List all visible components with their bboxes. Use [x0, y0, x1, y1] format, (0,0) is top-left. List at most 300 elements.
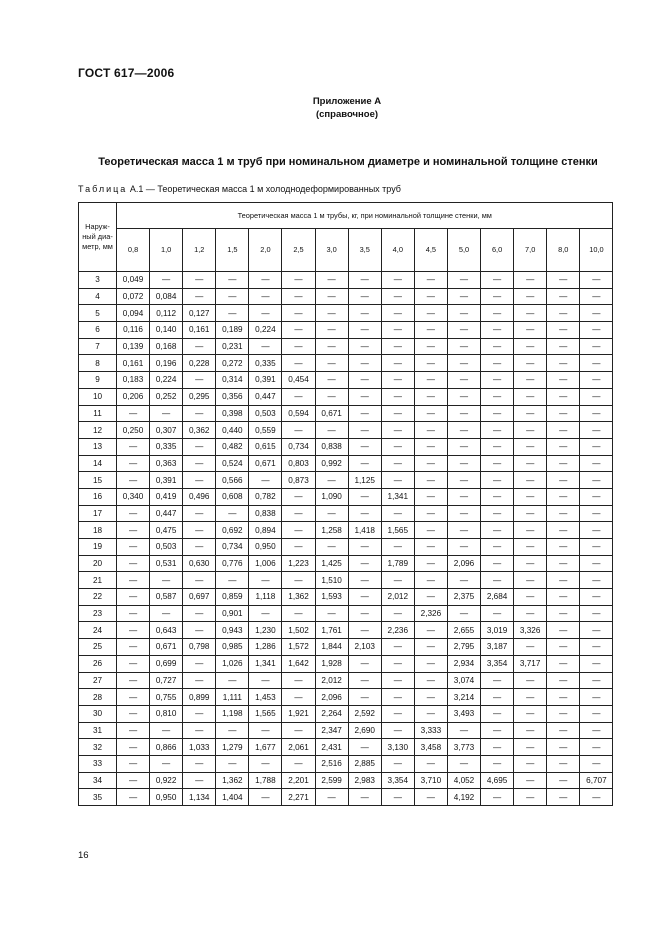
thickness-header: 4,0 — [381, 229, 414, 272]
mass-cell: — — [447, 355, 480, 372]
mass-cell: — — [547, 472, 580, 489]
mass-cell: — — [282, 322, 315, 339]
mass-cell: — — [580, 722, 613, 739]
mass-cell: 0,440 — [216, 422, 249, 439]
mass-cell: 4,052 — [447, 772, 480, 789]
mass-cell: — — [414, 455, 447, 472]
mass-cell: — — [447, 605, 480, 622]
mass-cell: 3,019 — [481, 622, 514, 639]
table-row — [79, 472, 613, 489]
mass-cell: — — [414, 272, 447, 289]
mass-cell: — — [381, 305, 414, 322]
thickness-header: 1,5 — [216, 229, 249, 272]
mass-cell: — — [447, 522, 480, 539]
mass-cell: 3,773 — [447, 739, 480, 756]
mass-cell: — — [381, 722, 414, 739]
mass-cell: — — [580, 422, 613, 439]
mass-cell: 3,333 — [414, 722, 447, 739]
outer-diameter-cell: 23 — [79, 605, 117, 622]
mass-cell: 1,223 — [282, 555, 315, 572]
mass-cell: 4,695 — [481, 772, 514, 789]
mass-cell: — — [447, 405, 480, 422]
mass-cell: — — [547, 555, 580, 572]
mass-cell: — — [117, 772, 150, 789]
mass-cell: — — [183, 288, 216, 305]
outer-diameter-cell: 5 — [79, 305, 117, 322]
mass-cell: — — [117, 705, 150, 722]
mass-cell: — — [514, 405, 547, 422]
mass-cell: — — [150, 572, 183, 589]
mass-cell: — — [117, 639, 150, 656]
mass-cell: 1,789 — [381, 555, 414, 572]
mass-cell: 0,524 — [216, 455, 249, 472]
mass-cell: 0,116 — [117, 322, 150, 339]
outer-diameter-cell: 9 — [79, 372, 117, 389]
mass-cell: 1,642 — [282, 655, 315, 672]
mass-cell: — — [216, 572, 249, 589]
mass-cell: 0,859 — [216, 589, 249, 606]
mass-cell: 2,096 — [315, 689, 348, 706]
mass-cell: — — [282, 355, 315, 372]
mass-cell: — — [381, 372, 414, 389]
mass-cell: — — [580, 522, 613, 539]
mass-cell: 2,096 — [447, 555, 480, 572]
mass-cell: 0,196 — [150, 355, 183, 372]
mass-cell: 2,061 — [282, 739, 315, 756]
mass-cell: — — [282, 272, 315, 289]
mass-cell: — — [183, 372, 216, 389]
table-row — [79, 605, 613, 622]
outer-diameter-cell: 11 — [79, 405, 117, 422]
mass-cell: — — [547, 388, 580, 405]
mass-cell: — — [547, 272, 580, 289]
mass-cell: — — [580, 338, 613, 355]
mass-cell: — — [547, 372, 580, 389]
mass-cell: — — [547, 488, 580, 505]
outer-diameter-cell: 17 — [79, 505, 117, 522]
mass-cell: 0,250 — [117, 422, 150, 439]
mass-cell: — — [481, 522, 514, 539]
mass-cell: — — [183, 655, 216, 672]
mass-cell: — — [414, 355, 447, 372]
mass-cell: 1,593 — [315, 589, 348, 606]
mass-cell: 2,103 — [348, 639, 381, 656]
table-row — [79, 372, 613, 389]
mass-cell: 1,111 — [216, 689, 249, 706]
mass-cell: — — [481, 755, 514, 772]
mass-cell: — — [249, 272, 282, 289]
mass-cell: — — [414, 589, 447, 606]
mass-cell: — — [481, 605, 514, 622]
mass-cell: 0,475 — [150, 522, 183, 539]
table-row — [79, 772, 613, 789]
mass-cell: — — [447, 322, 480, 339]
mass-cell: 2,795 — [447, 639, 480, 656]
thickness-header: 7,0 — [514, 229, 547, 272]
outer-diameter-cell: 8 — [79, 355, 117, 372]
mass-cell: — — [447, 438, 480, 455]
page-number: 16 — [78, 850, 89, 861]
mass-cell: — — [414, 622, 447, 639]
mass-cell: — — [547, 689, 580, 706]
mass-cell: — — [580, 789, 613, 806]
table-row — [79, 322, 613, 339]
mass-cell: 0,894 — [249, 522, 282, 539]
mass-cell: 1,134 — [183, 789, 216, 806]
mass-cell: — — [183, 338, 216, 355]
mass-cell: — — [183, 455, 216, 472]
mass-cell: 1,125 — [348, 472, 381, 489]
mass-cell: — — [547, 672, 580, 689]
mass-cell: — — [547, 639, 580, 656]
mass-cell: — — [481, 422, 514, 439]
mass-cell: — — [282, 288, 315, 305]
mass-cell: — — [183, 605, 216, 622]
mass-cell: 1,565 — [249, 705, 282, 722]
appendix-title: Приложение А — [312, 96, 382, 107]
mass-cell: — — [547, 405, 580, 422]
mass-cell: 0,391 — [249, 372, 282, 389]
mass-cell: 0,838 — [249, 505, 282, 522]
mass-cell: — — [481, 722, 514, 739]
mass-cell: — — [315, 338, 348, 355]
mass-cell: — — [580, 288, 613, 305]
mass-cell: — — [381, 539, 414, 556]
mass-cell: — — [183, 438, 216, 455]
mass-cell: 3,326 — [514, 622, 547, 639]
mass-cell: — — [514, 539, 547, 556]
mass-cell: — — [547, 772, 580, 789]
mass-cell: — — [580, 405, 613, 422]
mass-cell: 0,224 — [249, 322, 282, 339]
mass-cell: — — [580, 355, 613, 372]
mass-cell: — — [547, 789, 580, 806]
mass-cell: 0,566 — [216, 472, 249, 489]
mass-cell: 3,458 — [414, 739, 447, 756]
mass-cell: — — [514, 322, 547, 339]
mass-cell: — — [547, 438, 580, 455]
mass-cell: — — [481, 305, 514, 322]
mass-cell: — — [183, 539, 216, 556]
mass-cell: — — [381, 655, 414, 672]
mass-cell: — — [447, 505, 480, 522]
mass-cell: 1,761 — [315, 622, 348, 639]
mass-cell: 0,776 — [216, 555, 249, 572]
mass-cell: — — [580, 555, 613, 572]
mass-cell: — — [315, 388, 348, 405]
mass-cell: — — [414, 639, 447, 656]
outer-diameter-cell: 13 — [79, 438, 117, 455]
mass-cell: — — [249, 755, 282, 772]
mass-cell: — — [547, 605, 580, 622]
mass-cell: 0,615 — [249, 438, 282, 455]
mass-cell: — — [381, 338, 414, 355]
mass-cell: — — [414, 405, 447, 422]
mass-cell: — — [481, 355, 514, 372]
thickness-header: 1,0 — [150, 229, 183, 272]
outer-diameter-cell: 31 — [79, 722, 117, 739]
mass-cell: 0,112 — [150, 305, 183, 322]
mass-cell: 0,307 — [150, 422, 183, 439]
mass-cell: — — [117, 689, 150, 706]
mass-cell: — — [481, 372, 514, 389]
mass-cell: 2,431 — [315, 739, 348, 756]
table-row — [79, 572, 613, 589]
mass-cell: 2,347 — [315, 722, 348, 739]
mass-cell: — — [547, 305, 580, 322]
mass-cell: — — [381, 455, 414, 472]
table-row — [79, 288, 613, 305]
mass-cell: — — [117, 605, 150, 622]
mass-cell: — — [282, 539, 315, 556]
mass-cell: — — [447, 372, 480, 389]
mass-cell: 0,901 — [216, 605, 249, 622]
outer-diameter-cell: 35 — [79, 789, 117, 806]
mass-cell: — — [348, 655, 381, 672]
mass-cell: — — [447, 755, 480, 772]
mass-cell: — — [348, 739, 381, 756]
mass-cell: 1,286 — [249, 639, 282, 656]
mass-cell: — — [282, 522, 315, 539]
mass-cell: — — [414, 472, 447, 489]
mass-cell: 0,356 — [216, 388, 249, 405]
mass-cell: — — [514, 589, 547, 606]
thickness-header: 6,0 — [481, 229, 514, 272]
mass-cell: — — [481, 272, 514, 289]
mass-cell: 0,992 — [315, 455, 348, 472]
mass-cell: — — [514, 789, 547, 806]
table-row — [79, 739, 613, 756]
mass-cell: 0,447 — [150, 505, 183, 522]
mass-cell: 0,340 — [117, 488, 150, 505]
mass-cell: — — [514, 572, 547, 589]
table-row — [79, 705, 613, 722]
mass-cell: — — [514, 639, 547, 656]
mass-cell: 0,161 — [117, 355, 150, 372]
mass-cell: — — [580, 705, 613, 722]
mass-cell: — — [150, 272, 183, 289]
mass-cell: — — [117, 522, 150, 539]
outer-diameter-cell: 16 — [79, 488, 117, 505]
mass-cell: — — [481, 488, 514, 505]
mass-cell: — — [514, 288, 547, 305]
mass-cell: 1,418 — [348, 522, 381, 539]
mass-cell: — — [348, 572, 381, 589]
mass-cell: — — [381, 405, 414, 422]
mass-cell: — — [348, 288, 381, 305]
mass-cell: 0,873 — [282, 472, 315, 489]
mass-cell: — — [447, 722, 480, 739]
mass-cell: — — [282, 722, 315, 739]
mass-cell: — — [447, 572, 480, 589]
mass-cell: — — [117, 672, 150, 689]
table-row — [79, 722, 613, 739]
mass-cell: — — [282, 388, 315, 405]
mass-cell: — — [117, 505, 150, 522]
mass-cell: — — [514, 338, 547, 355]
mass-cell: 0,671 — [150, 639, 183, 656]
mass-cell: — — [447, 305, 480, 322]
mass-cell: — — [481, 539, 514, 556]
mass-cell: 1,198 — [216, 705, 249, 722]
mass-cell: 2,684 — [481, 589, 514, 606]
mass-cell: — — [381, 438, 414, 455]
thickness-header: 1,2 — [183, 229, 216, 272]
mass-cell: — — [117, 539, 150, 556]
mass-cell: — — [282, 755, 315, 772]
mass-cell: — — [481, 789, 514, 806]
outer-diameter-cell: 12 — [79, 422, 117, 439]
mass-cell: — — [381, 422, 414, 439]
mass-cell: — — [216, 722, 249, 739]
mass-cell: — — [348, 338, 381, 355]
mass-cell: — — [117, 472, 150, 489]
mass-cell: — — [348, 438, 381, 455]
mass-cell: — — [514, 772, 547, 789]
mass-cell: — — [580, 672, 613, 689]
table-caption-text: А.1 — Теоретическая масса 1 м холоднодеформированных труб — [129, 184, 401, 194]
mass-cell: 1,279 — [216, 739, 249, 756]
mass-cell: — — [216, 755, 249, 772]
table-row — [79, 755, 613, 772]
mass-cell: — — [547, 705, 580, 722]
mass-cell: 1,788 — [249, 772, 282, 789]
mass-cell: — — [315, 322, 348, 339]
mass-cell: — — [481, 455, 514, 472]
mass-cell: — — [514, 672, 547, 689]
mass-cell: — — [348, 488, 381, 505]
mass-cell: — — [481, 288, 514, 305]
outer-diameter-cell: 24 — [79, 622, 117, 639]
mass-cell: 0,140 — [150, 322, 183, 339]
mass-cell: — — [414, 672, 447, 689]
mass-cell: — — [414, 305, 447, 322]
mass-cell: — — [547, 655, 580, 672]
mass-cell: — — [547, 589, 580, 606]
mass-cell: — — [547, 322, 580, 339]
mass-cell: 1,362 — [216, 772, 249, 789]
outer-diameter-cell: 19 — [79, 539, 117, 556]
mass-cell: — — [580, 472, 613, 489]
mass-cell: 0,899 — [183, 689, 216, 706]
mass-cell: — — [414, 488, 447, 505]
mass-cell: 0,482 — [216, 438, 249, 455]
table-row — [79, 405, 613, 422]
mass-cell: 3,493 — [447, 705, 480, 722]
mass-cell: — — [481, 555, 514, 572]
table-row — [79, 272, 613, 289]
mass-cell: 3,214 — [447, 689, 480, 706]
mass-cell: 0,692 — [216, 522, 249, 539]
outer-diameter-header: Наруж-ный диа-метр, мм — [79, 203, 117, 272]
mass-cell: — — [348, 322, 381, 339]
mass-cell: — — [381, 472, 414, 489]
mass-cell: — — [315, 272, 348, 289]
mass-cell: 1,026 — [216, 655, 249, 672]
mass-cell: 0,531 — [150, 555, 183, 572]
outer-diameter-cell: 15 — [79, 472, 117, 489]
mass-cell: — — [282, 338, 315, 355]
mass-cell: 0,559 — [249, 422, 282, 439]
mass-cell: — — [348, 405, 381, 422]
thickness-header: 0,8 — [117, 229, 150, 272]
mass-cell: — — [117, 655, 150, 672]
mass-cell: 0,503 — [150, 539, 183, 556]
mass-table — [78, 202, 613, 806]
mass-cell: — — [216, 505, 249, 522]
mass-cell: — — [514, 472, 547, 489]
mass-cell: — — [514, 605, 547, 622]
mass-cell: 1,033 — [183, 739, 216, 756]
table-row — [79, 639, 613, 656]
mass-cell: — — [348, 589, 381, 606]
mass-cell: 3,074 — [447, 672, 480, 689]
mass-cell: 1,425 — [315, 555, 348, 572]
mass-cell: — — [315, 539, 348, 556]
table-row — [79, 522, 613, 539]
mass-cell: — — [183, 755, 216, 772]
mass-cell: 1,341 — [249, 655, 282, 672]
mass-cell: — — [580, 605, 613, 622]
mass-cell: 2,934 — [447, 655, 480, 672]
mass-cell: 0,398 — [216, 405, 249, 422]
mass-group-header: Теоретическая масса 1 м трубы, кг, при номинальной толщине стенки, мм — [117, 203, 613, 229]
mass-cell: — — [216, 305, 249, 322]
mass-cell: 0,127 — [183, 305, 216, 322]
mass-cell: — — [580, 755, 613, 772]
mass-cell: — — [381, 689, 414, 706]
mass-cell: — — [547, 739, 580, 756]
mass-cell: — — [514, 689, 547, 706]
mass-cell: 1,404 — [216, 789, 249, 806]
mass-cell: — — [414, 388, 447, 405]
mass-cell: 2,012 — [315, 672, 348, 689]
mass-cell: 0,189 — [216, 322, 249, 339]
mass-cell: 0,447 — [249, 388, 282, 405]
mass-cell: — — [580, 739, 613, 756]
mass-cell: 2,012 — [381, 589, 414, 606]
mass-cell: — — [348, 422, 381, 439]
mass-cell: 3,710 — [414, 772, 447, 789]
mass-cell: — — [414, 288, 447, 305]
table-row — [79, 338, 613, 355]
mass-cell: — — [381, 288, 414, 305]
mass-cell: — — [183, 505, 216, 522]
mass-cell: — — [580, 322, 613, 339]
outer-diameter-cell: 4 — [79, 288, 117, 305]
mass-cell: — — [315, 422, 348, 439]
mass-cell: 0,810 — [150, 705, 183, 722]
outer-diameter-cell: 18 — [79, 522, 117, 539]
mass-cell: — — [117, 405, 150, 422]
mass-cell: — — [414, 755, 447, 772]
mass-cell: 0,228 — [183, 355, 216, 372]
mass-cell: 0,798 — [183, 639, 216, 656]
mass-cell: — — [183, 572, 216, 589]
mass-cell: — — [514, 755, 547, 772]
mass-cell: — — [447, 422, 480, 439]
outer-diameter-cell: 3 — [79, 272, 117, 289]
thickness-header: 3,5 — [348, 229, 381, 272]
mass-cell: 2,326 — [414, 605, 447, 622]
mass-cell: — — [414, 338, 447, 355]
mass-cell: — — [348, 455, 381, 472]
mass-cell: — — [481, 739, 514, 756]
mass-cell: — — [414, 422, 447, 439]
mass-cell: 0,252 — [150, 388, 183, 405]
mass-cell: 0,866 — [150, 739, 183, 756]
mass-cell: — — [447, 272, 480, 289]
